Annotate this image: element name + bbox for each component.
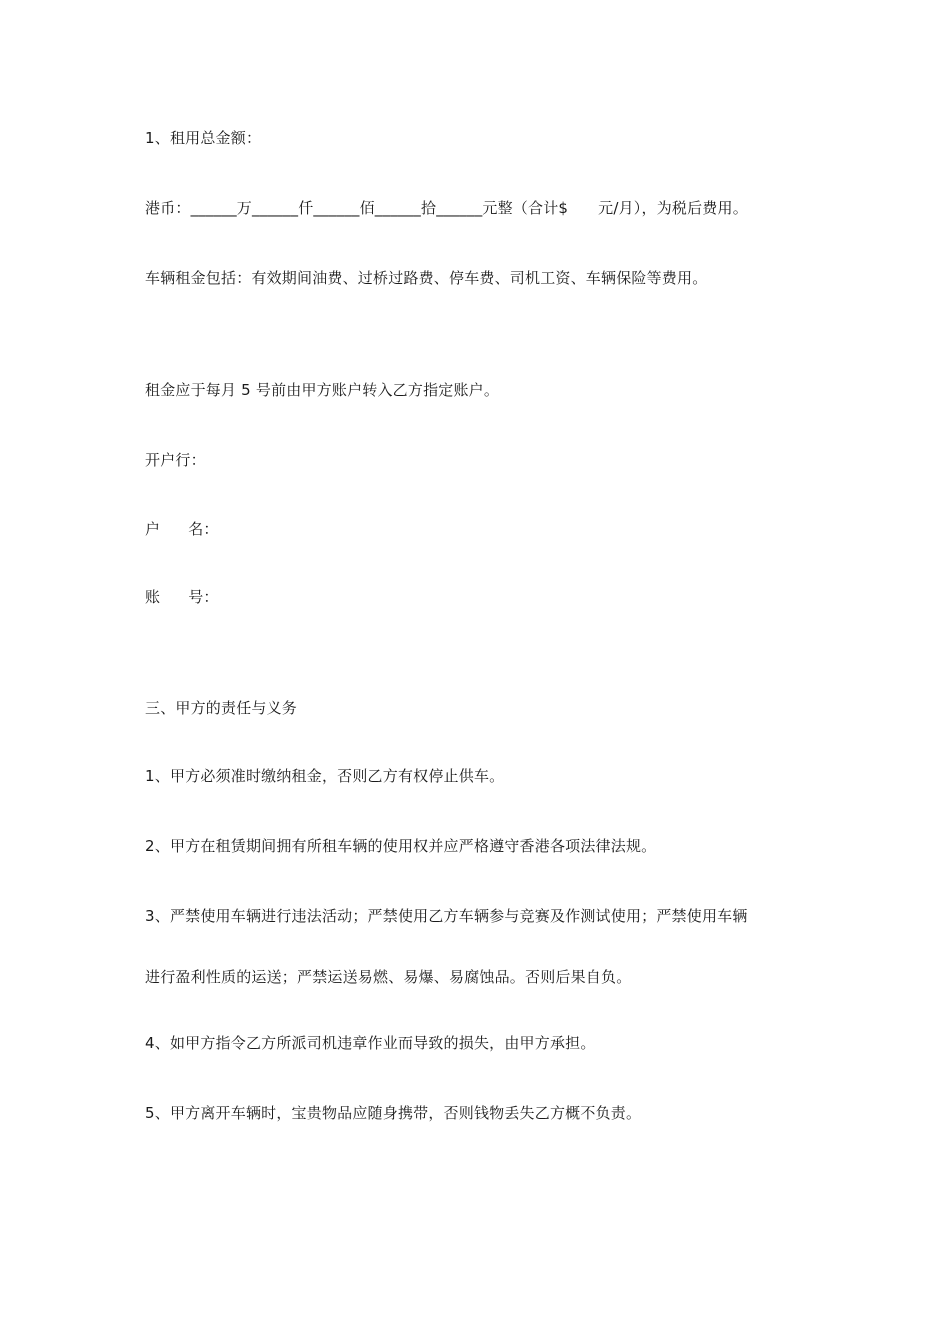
duty-item-4: 4、如甲方指令乙方所派司机违章作业而导致的损失，由甲方承担。 [145,1034,596,1052]
section-three-heading: 三、甲方的责任与义务 [145,699,298,717]
account-number-label-b: 号： [188,588,219,606]
rent-total-heading: 1、租用总金额： [145,129,262,147]
account-number-label [145,587,219,607]
hkd-amount-line [145,198,748,218]
duty-item-5: 5、甲方离开车辆时，宝贵物品应随身携带，否则钱物丢失乙方概不负责。 [145,1104,642,1122]
duty-item-3-line-1: 3、严禁使用车辆进行违法活动；严禁使用乙方车辆参与竞赛及作测试使用；严禁使用车辆 [145,907,748,925]
hkd-amount-text: 港币：______万______仟______佰______拾______元整（合计$ [145,199,569,217]
hkd-amount-tail: 元/月），为税后费用。 [598,199,748,217]
rent-includes-text: 车辆租金包括：有效期间油费、过桥过路费、停车费、司机工资、车辆保险等费用。 [145,269,708,287]
account-name-label-a: 户 [145,520,161,538]
account-name-label [145,519,219,539]
payment-note: 租金应于每月 5 号前由甲方账户转入乙方指定账户。 [145,381,500,399]
account-name-label-b: 名： [188,520,219,538]
duty-item-3-line-2: 进行盈利性质的运送；严禁运送易燃、易爆、易腐蚀品。否则后果自负。 [145,968,632,986]
account-number-label-a: 账 [145,588,161,606]
bank-label: 开户行： [145,451,206,469]
duty-item-2: 2、甲方在租赁期间拥有所租车辆的使用权并应严格遵守香港各项法律法规。 [145,837,657,855]
duty-item-1: 1、甲方必须准时缴纳租金，否则乙方有权停止供车。 [145,767,505,785]
